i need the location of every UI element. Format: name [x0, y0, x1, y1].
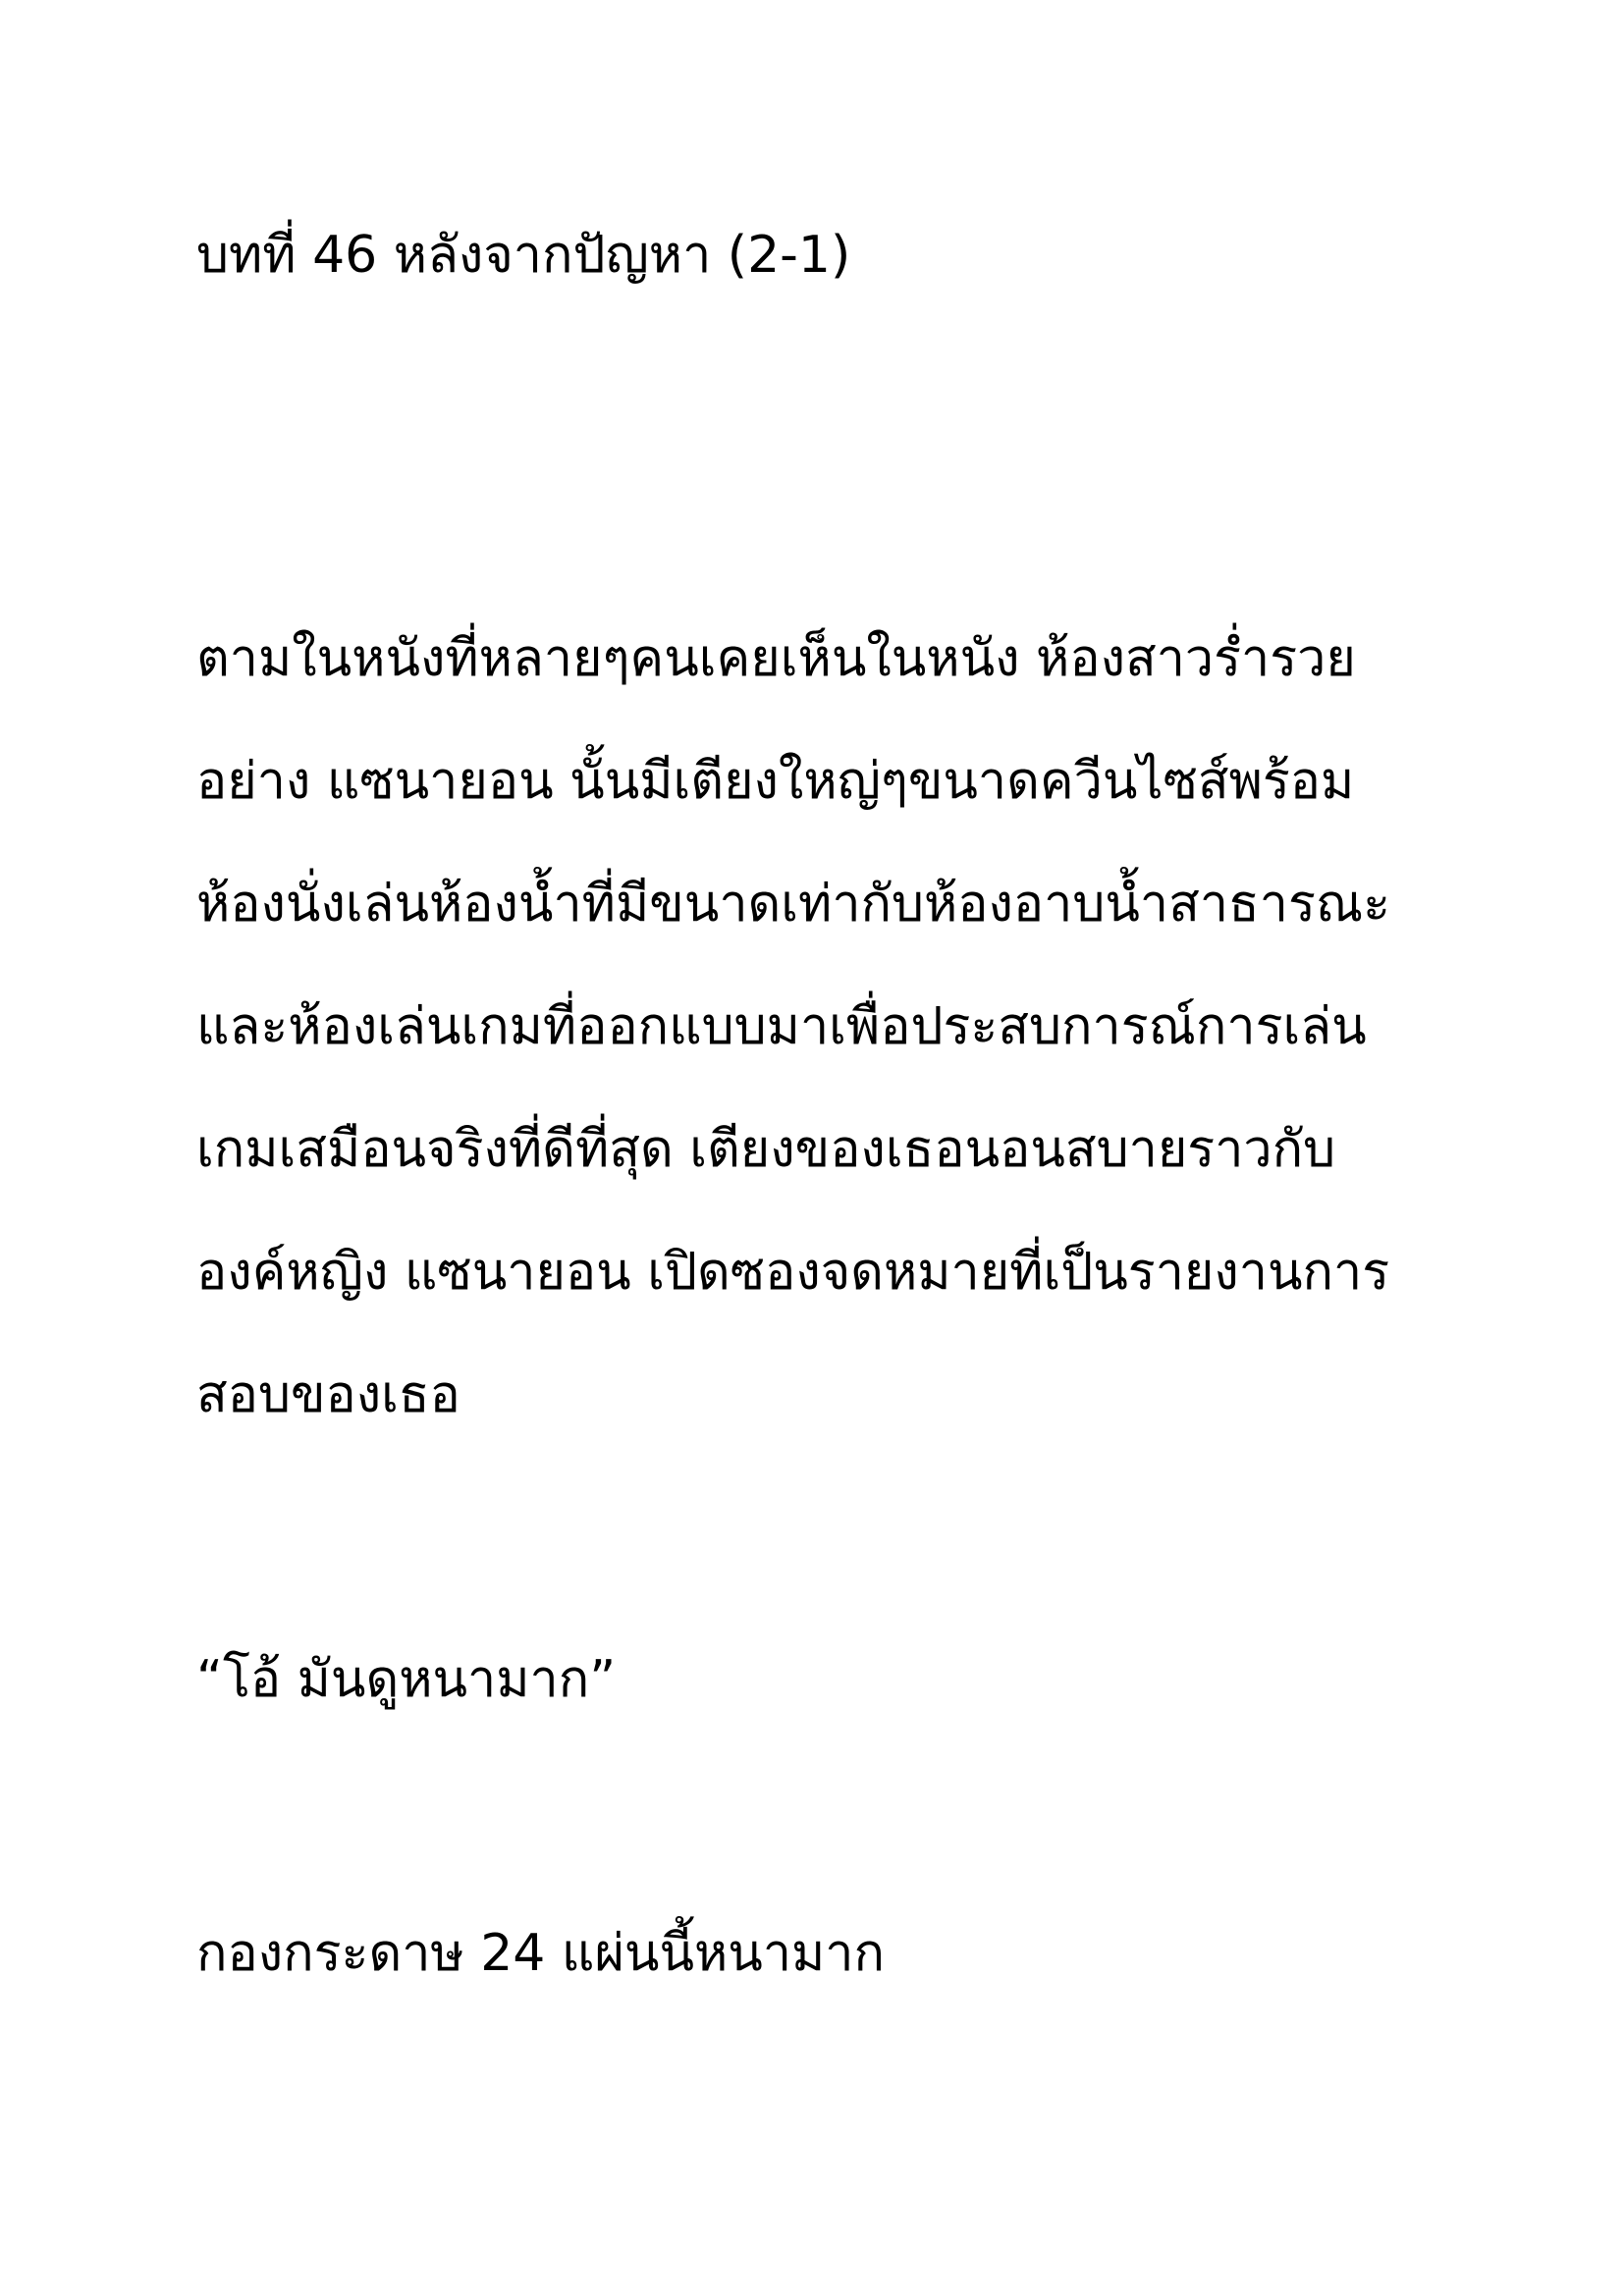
paragraph-line: อย่าง แซนายอน นั้นมีเตียงใหญ่ๆขนาดควีนไซส์พร้อม: [196, 752, 1355, 811]
dialogue-line: “โอ้ มันดูหนามาก”: [196, 1650, 617, 1709]
paragraph-line: สอบของเธอ: [196, 1365, 460, 1424]
chapter-title: บทที่ 46 หลังจากปัญหา (2-1): [196, 226, 851, 285]
paragraph-line: เกมเสมือนจริงที่ดีที่สุด เตียงของเธอนอนสบายราวกับ: [196, 1120, 1336, 1179]
paragraph-line: องค์หญิง แซนายอน เปิดซองจดหมายที่เป็นรายงานการ: [196, 1243, 1390, 1302]
paragraph-line: และห้องเล่นเกมที่ออกแบบมาเพื่อประสบการณ์การเล่น: [196, 997, 1367, 1056]
paragraph-line: ห้องนั่งเล่นห้องน้ำที่มีขนาดเท่ากับห้องอาบน้ำสาธารณะ: [196, 875, 1391, 934]
paragraph-line: ตามในหนังที่หลายๆคนเคยเห็นในหนัง ห้องสาวร่ำรวย: [196, 629, 1356, 688]
closing-line: กองกระดาษ 24 แผ่นนี้หนามาก: [196, 1924, 885, 1983]
